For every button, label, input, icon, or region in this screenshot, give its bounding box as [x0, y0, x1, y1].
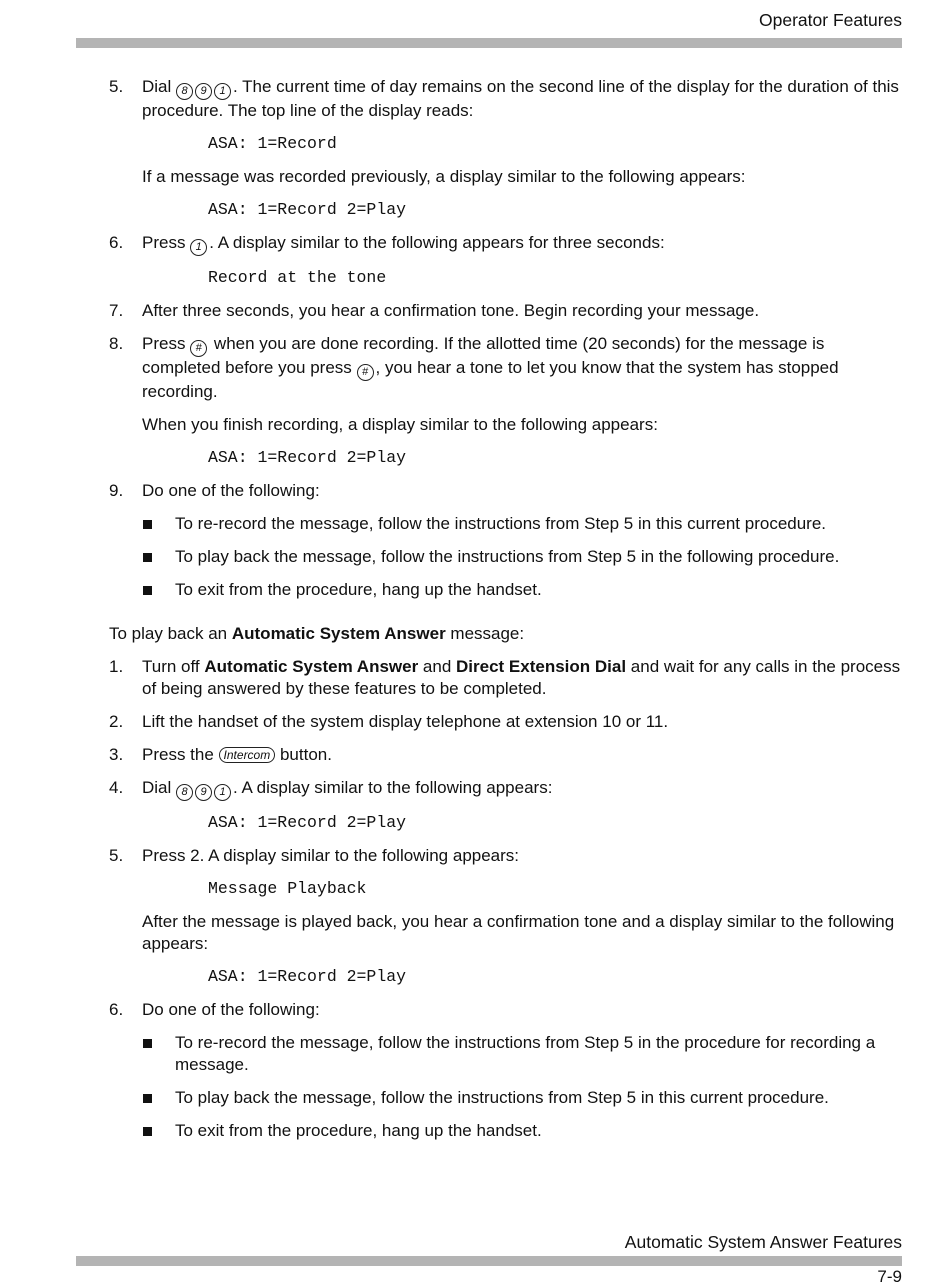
dial-key-icon: 1 — [190, 239, 207, 256]
intro-text: message: — [445, 624, 525, 643]
page-content — [109, 76, 902, 1142]
playback-intro — [109, 623, 902, 645]
display-readout: Message Playback — [208, 879, 367, 898]
feature-name: Automatic System Answer — [204, 657, 419, 676]
bullet-square-icon — [143, 520, 152, 529]
step-number: 4. — [109, 778, 124, 797]
intercom-button-icon: Intercom — [219, 747, 276, 763]
list-item — [109, 1120, 902, 1142]
note-text: When you finish recording, a display similar to the following appears: — [142, 415, 658, 434]
step-text: when you are done recording. If the allotted time (20 seconds) for the message is completed before you press — [142, 334, 825, 377]
bullet-text: To re-record the message, follow the instructions from Step 5 in this current procedure. — [175, 514, 827, 533]
playback-step-2 — [109, 711, 902, 733]
step-number: 2. — [109, 712, 124, 731]
playback-step-3 — [109, 744, 902, 766]
step-text: After three seconds, you hear a confirmation tone. Begin recording your message. — [142, 301, 760, 320]
step-text: Press — [142, 334, 186, 353]
step-text: Press — [142, 233, 186, 252]
feature-name: Direct Extension Dial — [456, 657, 627, 676]
step-number: 5. — [109, 77, 124, 96]
playback-step-1 — [109, 656, 902, 700]
step-text: Lift the handset of the system display telephone at extension 10 or 11. — [142, 712, 669, 731]
bullet-square-icon — [143, 553, 152, 562]
note-text: After the message is played back, you hear a confirmation tone and a display similar to the following appears: — [142, 912, 895, 953]
dial-key-icon: 1 — [214, 784, 231, 801]
bullet-square-icon — [143, 1094, 152, 1103]
dial-key-icon: 8 — [176, 784, 193, 801]
step-text: Do one of the following: — [142, 481, 320, 500]
running-footer: Automatic System Answer Features — [624, 1232, 902, 1252]
record-step-6 — [109, 232, 902, 256]
step-number: 6. — [109, 1000, 124, 1019]
page-number: 7-9 — [877, 1267, 902, 1286]
step-number: 3. — [109, 745, 124, 764]
list-item — [109, 546, 902, 568]
display-readout: ASA: 1=Record 2=Play — [208, 813, 407, 832]
step-number: 6. — [109, 233, 124, 252]
bullet-text: To exit from the procedure, hang up the handset. — [175, 1121, 542, 1140]
dial-key-icon: 9 — [195, 83, 212, 100]
bullet-square-icon — [143, 586, 152, 595]
step-number: 8. — [109, 334, 124, 353]
step-text: . A display similar to the following appears: — [233, 778, 553, 797]
record-step-8 — [109, 333, 902, 403]
list-item — [109, 579, 902, 601]
display-readout: ASA: 1=Record 2=Play — [208, 967, 407, 986]
pound-key-icon: # — [357, 364, 374, 381]
step-text: and wait for any calls in the process of being answered by these features to be completed. — [142, 657, 901, 698]
dial-key-icon: 1 — [214, 83, 231, 100]
header-rule — [76, 38, 902, 48]
list-item — [109, 1032, 902, 1076]
bullet-text: To play back the message, follow the instructions from Step 5 in the following procedure. — [175, 547, 840, 566]
step-number: 1. — [109, 657, 124, 676]
playback-step-6 — [109, 999, 902, 1021]
display-readout: ASA: 1=Record 2=Play — [208, 200, 407, 219]
feature-name: Automatic System Answer — [231, 624, 446, 643]
step-text: Dial — [142, 778, 172, 797]
bullet-square-icon — [143, 1127, 152, 1136]
display-readout: ASA: 1=Record 2=Play — [208, 448, 407, 467]
dial-key-icon: 9 — [195, 784, 212, 801]
step-text: , you hear a tone to let you know that the system has stopped recording. — [142, 358, 839, 401]
step-number: 5. — [109, 846, 124, 865]
pound-key-icon: # — [190, 340, 207, 357]
playback-step-4 — [109, 777, 902, 801]
footer-rule — [76, 1256, 902, 1266]
step-text: Dial — [142, 77, 172, 96]
step-text: Do one of the following: — [142, 1000, 320, 1019]
record-step-5 — [109, 76, 902, 122]
record-step-9 — [109, 480, 902, 502]
step-text: button. — [279, 745, 332, 764]
step-text: . The current time of day remains on the second line of the display for the duration of this procedure. The top line of the display reads: — [142, 77, 899, 120]
bullet-text: To re-record the message, follow the instructions from Step 5 in the procedure for recording a message. — [175, 1033, 876, 1074]
bullet-text: To exit from the procedure, hang up the handset. — [175, 580, 542, 599]
playback-step-5 — [109, 845, 902, 867]
running-header: Operator Features — [759, 10, 902, 30]
display-readout: ASA: 1=Record — [208, 134, 337, 153]
dial-key-icon: 8 — [176, 83, 193, 100]
bullet-text: To play back the message, follow the instructions from Step 5 in this current procedure. — [175, 1088, 829, 1107]
display-readout: Record at the tone — [208, 268, 387, 287]
list-item — [109, 1087, 902, 1109]
intro-text: To play back an — [109, 624, 232, 643]
step-text: . A display similar to the following appears for three seconds: — [209, 233, 665, 252]
step-number: 7. — [109, 301, 124, 320]
step-text: Press 2. A display similar to the following appears: — [142, 846, 520, 865]
step-number: 9. — [109, 481, 124, 500]
note-text: If a message was recorded previously, a display similar to the following appears: — [142, 167, 746, 186]
record-step-7 — [109, 300, 902, 322]
step-text: Turn off — [142, 657, 205, 676]
list-item — [109, 513, 902, 535]
step-text: and — [418, 657, 457, 676]
step-text: Press the — [142, 745, 214, 764]
bullet-square-icon — [143, 1039, 152, 1048]
